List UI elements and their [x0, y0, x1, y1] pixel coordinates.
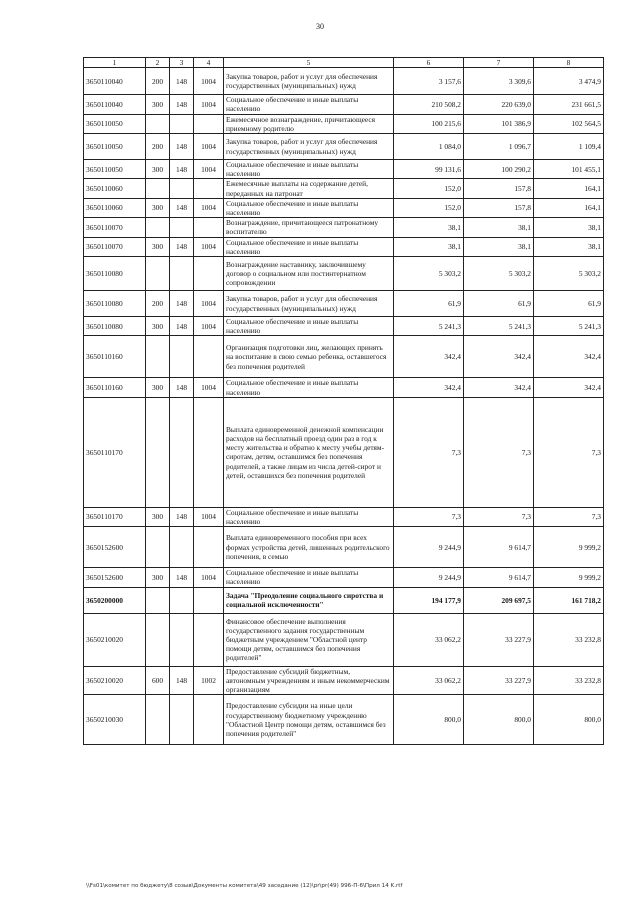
table-row — [84, 68, 604, 95]
table-row — [84, 568, 604, 587]
row-amount-year1: 33 062,2 — [394, 666, 464, 695]
row-expense-type — [146, 336, 170, 378]
row-amount-year2: 101 386,9 — [464, 114, 534, 133]
row-amount-year1: 210 508,2 — [394, 95, 464, 114]
row-description: Задача "Преодоление социального сиротства и социальной исключенности" — [224, 587, 394, 613]
row-code: 3650152600 — [84, 527, 146, 568]
row-amount-year2: 33 227,9 — [464, 613, 534, 666]
row-amount-year3: 164,1 — [534, 179, 604, 198]
row-code: 3650110050 — [84, 134, 146, 160]
row-description: Социальное обеспечение и иные выплаты населению — [224, 160, 394, 179]
row-code: 3650110080 — [84, 317, 146, 336]
row-section-code: 1004 — [194, 317, 224, 336]
row-section-code: 1002 — [194, 666, 224, 695]
row-admin-code: 148 — [170, 237, 194, 256]
row-amount-year3: 3 474,9 — [534, 68, 604, 95]
row-section-code: 1004 — [194, 378, 224, 397]
row-description: Социальное обеспечение и иные выплаты населению — [224, 378, 394, 397]
row-section-code — [194, 114, 224, 133]
row-expense-type: 300 — [146, 568, 170, 587]
row-amount-year2: 61,9 — [464, 291, 534, 317]
table-row — [84, 507, 604, 526]
row-description: Вознаграждение, причитающееся патронатному воспитателю — [224, 218, 394, 237]
table-row — [84, 95, 604, 114]
row-amount-year2: 1 096,7 — [464, 134, 534, 160]
row-section-code — [194, 527, 224, 568]
row-amount-year1: 1 084,0 — [394, 134, 464, 160]
row-admin-code — [170, 179, 194, 198]
row-expense-type: 300 — [146, 198, 170, 217]
row-admin-code: 148 — [170, 95, 194, 114]
row-admin-code — [170, 114, 194, 133]
row-admin-code: 148 — [170, 134, 194, 160]
row-section-code — [194, 613, 224, 666]
row-code: 3650110080 — [84, 257, 146, 291]
row-code: 3650110080 — [84, 291, 146, 317]
row-admin-code — [170, 695, 194, 745]
row-amount-year1: 5 241,3 — [394, 317, 464, 336]
row-admin-code — [170, 587, 194, 613]
table-row — [84, 257, 604, 291]
row-amount-year1: 3 157,6 — [394, 68, 464, 95]
row-code: 3650210020 — [84, 666, 146, 695]
row-expense-type — [146, 397, 170, 507]
table-row — [84, 237, 604, 256]
row-description: Социальное обеспечение и иные выплаты населению — [224, 237, 394, 256]
row-amount-year1: 99 131,6 — [394, 160, 464, 179]
row-code: 3650110170 — [84, 507, 146, 526]
row-amount-year3: 342,4 — [534, 378, 604, 397]
row-description: Ежемесячное вознаграждение, причитающееся приемному родителю — [224, 114, 394, 133]
table-row — [84, 666, 604, 695]
table-row — [84, 527, 604, 568]
row-code: 3650110050 — [84, 114, 146, 133]
table-row — [84, 336, 604, 378]
table-row — [84, 587, 604, 613]
row-description: Выплата единовременной денежной компенсации расходов на бесплатный проезд один раз в год к месту жительства и обратно к месту учебы детям-сиротам, детям, оставшимся без попечения родителей, а также лицам из числа детей-сирот и детей, оставшихся без попечения родителей — [224, 397, 394, 507]
row-code: 3650110060 — [84, 179, 146, 198]
table-row — [84, 613, 604, 666]
row-code: 3650110070 — [84, 218, 146, 237]
row-amount-year2: 157,8 — [464, 179, 534, 198]
table-row — [84, 198, 604, 217]
row-amount-year1: 61,9 — [394, 291, 464, 317]
row-code: 3650110050 — [84, 160, 146, 179]
row-admin-code: 148 — [170, 666, 194, 695]
row-section-code: 1004 — [194, 507, 224, 526]
row-amount-year2: 342,4 — [464, 378, 534, 397]
row-expense-type — [146, 218, 170, 237]
row-description: Закупка товаров, работ и услуг для обеспечения государственных (муниципальных) нужд — [224, 68, 394, 95]
row-amount-year3: 33 232,8 — [534, 613, 604, 666]
row-amount-year1: 7,3 — [394, 397, 464, 507]
row-description: Социальное обеспечение и иные выплаты населению — [224, 198, 394, 217]
row-section-code — [194, 218, 224, 237]
row-expense-type: 200 — [146, 291, 170, 317]
row-expense-type — [146, 613, 170, 666]
row-code: 3650110070 — [84, 237, 146, 256]
row-amount-year2: 100 290,2 — [464, 160, 534, 179]
row-amount-year2: 38,1 — [464, 218, 534, 237]
row-description: Социальное обеспечение и иные выплаты населению — [224, 95, 394, 114]
row-expense-type: 200 — [146, 68, 170, 95]
page-number: 30 — [316, 22, 324, 31]
row-expense-type — [146, 695, 170, 745]
row-description: Организация подготовки лиц, желающих принять на воспитание в свою семью ребенка, оставшегося без попечения родителей — [224, 336, 394, 378]
row-expense-type: 300 — [146, 317, 170, 336]
row-amount-year3: 9 999,2 — [534, 568, 604, 587]
row-description: Закупка товаров, работ и услуг для обеспечения государственных (муниципальных) нужд — [224, 134, 394, 160]
row-code: 3650110040 — [84, 95, 146, 114]
row-admin-code — [170, 613, 194, 666]
row-amount-year3: 164,1 — [534, 198, 604, 217]
row-admin-code — [170, 336, 194, 378]
row-amount-year2: 33 227,9 — [464, 666, 534, 695]
column-number: 1 — [84, 58, 146, 68]
row-amount-year3: 342,4 — [534, 336, 604, 378]
table-row — [84, 291, 604, 317]
row-amount-year2: 38,1 — [464, 237, 534, 256]
row-code: 3650152600 — [84, 568, 146, 587]
row-admin-code: 148 — [170, 378, 194, 397]
row-admin-code — [170, 397, 194, 507]
table-row — [84, 179, 604, 198]
table-row — [84, 378, 604, 397]
row-description: Выплата единовременного пособия при всех формах устройства детей, лишенных родительского попечения, в семью — [224, 527, 394, 568]
row-expense-type: 300 — [146, 378, 170, 397]
row-amount-year1: 38,1 — [394, 237, 464, 256]
row-admin-code — [170, 257, 194, 291]
row-description: Закупка товаров, работ и услуг для обеспечения государственных (муниципальных) нужд — [224, 291, 394, 317]
row-amount-year1: 194 177,9 — [394, 587, 464, 613]
row-admin-code — [170, 218, 194, 237]
row-description: Социальное обеспечение и иные выплаты населению — [224, 317, 394, 336]
row-section-code: 1004 — [194, 568, 224, 587]
row-expense-type: 600 — [146, 666, 170, 695]
row-code: 3650110160 — [84, 336, 146, 378]
row-section-code — [194, 587, 224, 613]
row-amount-year1: 152,0 — [394, 179, 464, 198]
row-amount-year3: 9 999,2 — [534, 527, 604, 568]
row-amount-year3: 5 241,3 — [534, 317, 604, 336]
row-expense-type — [146, 587, 170, 613]
row-section-code: 1004 — [194, 198, 224, 217]
row-section-code: 1004 — [194, 68, 224, 95]
row-description: Предоставление субсидий бюджетным, автономным учреждениям и иным некоммерческим организациям — [224, 666, 394, 695]
row-amount-year3: 7,3 — [534, 507, 604, 526]
row-section-code: 1004 — [194, 95, 224, 114]
row-amount-year3: 102 564,5 — [534, 114, 604, 133]
row-admin-code — [170, 527, 194, 568]
row-description: Финансовое обеспечение выполнения государственного задания государственным бюджетным учреждением "Областной центр помощи детям, оставшимся без попечения родителей" — [224, 613, 394, 666]
table-row — [84, 160, 604, 179]
row-amount-year3: 161 718,2 — [534, 587, 604, 613]
row-amount-year2: 5 241,3 — [464, 317, 534, 336]
row-amount-year1: 7,3 — [394, 507, 464, 526]
row-amount-year1: 9 244,9 — [394, 527, 464, 568]
row-section-code — [194, 179, 224, 198]
row-amount-year3: 231 661,5 — [534, 95, 604, 114]
row-expense-type — [146, 527, 170, 568]
row-amount-year2: 220 639,0 — [464, 95, 534, 114]
row-amount-year3: 38,1 — [534, 218, 604, 237]
row-admin-code: 148 — [170, 507, 194, 526]
row-description: Вознаграждение наставнику, заключившему договор о социальном или постинтернатном сопровождении — [224, 257, 394, 291]
row-amount-year1: 33 062,2 — [394, 613, 464, 666]
row-code: 3650110060 — [84, 198, 146, 217]
row-amount-year1: 38,1 — [394, 218, 464, 237]
row-amount-year2: 5 303,2 — [464, 257, 534, 291]
row-amount-year2: 209 697,5 — [464, 587, 534, 613]
row-amount-year1: 342,4 — [394, 336, 464, 378]
row-expense-type — [146, 114, 170, 133]
row-code: 3650110040 — [84, 68, 146, 95]
row-amount-year2: 9 614,7 — [464, 527, 534, 568]
column-number: 7 — [464, 58, 534, 68]
row-section-code — [194, 257, 224, 291]
row-section-code: 1004 — [194, 134, 224, 160]
row-section-code — [194, 397, 224, 507]
row-code: 3650200000 — [84, 587, 146, 613]
column-number-row — [84, 58, 604, 68]
row-amount-year3: 5 303,2 — [534, 257, 604, 291]
row-amount-year3: 800,0 — [534, 695, 604, 745]
row-expense-type: 300 — [146, 160, 170, 179]
table-row — [84, 397, 604, 507]
row-amount-year3: 33 232,8 — [534, 666, 604, 695]
row-section-code — [194, 695, 224, 745]
row-code: 3650110160 — [84, 378, 146, 397]
row-amount-year3: 101 455,1 — [534, 160, 604, 179]
file-path-footer: \\Fs01\комитет по бюджету\8 созыв\Документы комитета\49 заседание (12)\pr\pr(49) 996-П-6\Прил 14 K.rtf — [86, 883, 403, 889]
row-expense-type: 200 — [146, 134, 170, 160]
row-amount-year2: 7,3 — [464, 507, 534, 526]
row-expense-type: 300 — [146, 237, 170, 256]
row-section-code: 1004 — [194, 160, 224, 179]
row-amount-year1: 9 244,9 — [394, 568, 464, 587]
row-description: Социальное обеспечение и иные выплаты населению — [224, 568, 394, 587]
table-row — [84, 695, 604, 745]
column-number: 2 — [146, 58, 170, 68]
row-admin-code: 148 — [170, 68, 194, 95]
table-row — [84, 317, 604, 336]
row-code: 3650210030 — [84, 695, 146, 745]
table-row — [84, 114, 604, 133]
row-admin-code: 148 — [170, 198, 194, 217]
row-expense-type: 300 — [146, 95, 170, 114]
row-amount-year3: 7,3 — [534, 397, 604, 507]
row-amount-year1: 342,4 — [394, 378, 464, 397]
column-number: 6 — [394, 58, 464, 68]
row-amount-year3: 61,9 — [534, 291, 604, 317]
row-amount-year3: 1 109,4 — [534, 134, 604, 160]
row-amount-year2: 7,3 — [464, 397, 534, 507]
row-amount-year2: 157,8 — [464, 198, 534, 217]
row-code: 3650210020 — [84, 613, 146, 666]
table-row — [84, 218, 604, 237]
column-number: 8 — [534, 58, 604, 68]
row-amount-year1: 800,0 — [394, 695, 464, 745]
column-number: 4 — [194, 58, 224, 68]
row-amount-year3: 38,1 — [534, 237, 604, 256]
row-amount-year2: 342,4 — [464, 336, 534, 378]
row-code: 3650110170 — [84, 397, 146, 507]
column-number: 5 — [224, 58, 394, 68]
row-description: Ежемесячные выплаты на содержание детей, переданных на патронат — [224, 179, 394, 198]
row-expense-type — [146, 179, 170, 198]
row-section-code — [194, 336, 224, 378]
row-admin-code: 148 — [170, 317, 194, 336]
column-number: 3 — [170, 58, 194, 68]
row-admin-code: 148 — [170, 568, 194, 587]
row-amount-year1: 152,0 — [394, 198, 464, 217]
row-expense-type: 300 — [146, 507, 170, 526]
row-admin-code: 148 — [170, 291, 194, 317]
row-description: Предоставление субсидии на иные цели государственному бюджетному учреждению "Областной Центр помощи детям, оставшимся без попечения родителей" — [224, 695, 394, 745]
table-row — [84, 134, 604, 160]
row-amount-year2: 800,0 — [464, 695, 534, 745]
row-admin-code: 148 — [170, 160, 194, 179]
row-amount-year2: 9 614,7 — [464, 568, 534, 587]
row-expense-type — [146, 257, 170, 291]
row-amount-year2: 3 309,6 — [464, 68, 534, 95]
row-section-code: 1004 — [194, 291, 224, 317]
budget-table — [83, 57, 604, 745]
row-amount-year1: 100 215,6 — [394, 114, 464, 133]
row-amount-year1: 5 303,2 — [394, 257, 464, 291]
row-section-code: 1004 — [194, 237, 224, 256]
row-description: Социальное обеспечение и иные выплаты населению — [224, 507, 394, 526]
